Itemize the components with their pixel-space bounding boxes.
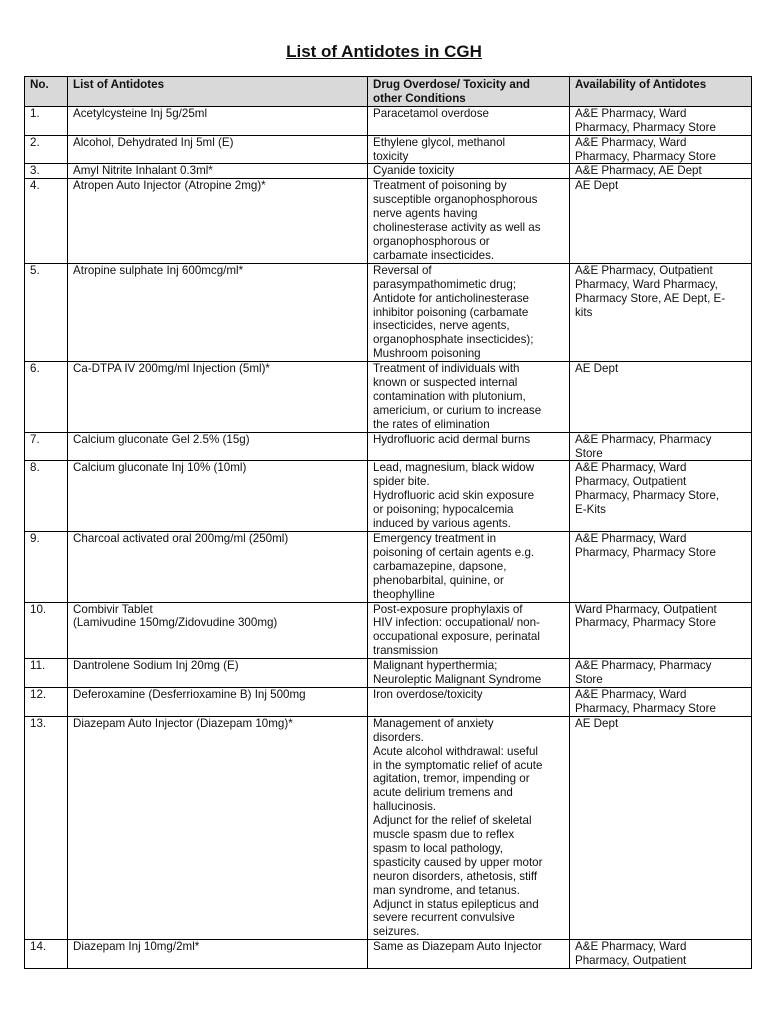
cell-availability: A&E Pharmacy, AE Dept: [570, 164, 752, 179]
cell-antidote: Alcohol, Dehydrated Inj 5ml (E): [68, 135, 368, 164]
cell-condition: Emergency treatment in poisoning of certain agents e.g. carbamazepine, dapsone, phenobarbital, quinine, or theophylline: [368, 532, 570, 603]
column-header-condition: Drug Overdose/ Toxicity and other Conditions: [368, 77, 570, 107]
table-row: [25, 362, 752, 433]
cell-no: 6.: [25, 362, 68, 433]
cell-condition: Paracetamol overdose: [368, 106, 570, 135]
cell-availability: A&E Pharmacy, Outpatient Pharmacy, Ward Pharmacy, Pharmacy Store, AE Dept, E- kits: [570, 263, 752, 361]
cell-availability: A&E Pharmacy, Ward Pharmacy, Pharmacy Store: [570, 532, 752, 603]
cell-no: 3.: [25, 164, 68, 179]
cell-antidote: Diazepam Auto Injector (Diazepam 10mg)*: [68, 716, 368, 940]
table-row: [25, 179, 752, 263]
cell-condition: Iron overdose/toxicity: [368, 687, 570, 716]
cell-no: 5.: [25, 263, 68, 361]
table-row: [25, 602, 752, 659]
cell-availability: A&E Pharmacy, Ward Pharmacy, Outpatient Pharmacy, Pharmacy Store, E-Kits: [570, 461, 752, 532]
cell-no: 2.: [25, 135, 68, 164]
cell-condition: Ethylene glycol, methanol toxicity: [368, 135, 570, 164]
table-row: [25, 164, 752, 179]
cell-no: 14.: [25, 940, 68, 969]
cell-no: 8.: [25, 461, 68, 532]
cell-no: 13.: [25, 716, 68, 940]
cell-no: 12.: [25, 687, 68, 716]
table-row: [25, 263, 752, 361]
cell-no: 11.: [25, 659, 68, 688]
cell-availability: A&E Pharmacy, Ward Pharmacy, Pharmacy Store: [570, 687, 752, 716]
cell-condition: Hydrofluoric acid dermal burns: [368, 432, 570, 461]
antidotes-table: [24, 76, 752, 969]
table-header-row: [25, 77, 752, 107]
cell-availability: A&E Pharmacy, Ward Pharmacy, Pharmacy Store: [570, 135, 752, 164]
cell-availability: A&E Pharmacy, Ward Pharmacy, Outpatient: [570, 940, 752, 969]
cell-condition: Malignant hyperthermia; Neuroleptic Malignant Syndrome: [368, 659, 570, 688]
cell-no: 10.: [25, 602, 68, 659]
cell-availability: A&E Pharmacy, Ward Pharmacy, Pharmacy Store: [570, 106, 752, 135]
cell-antidote: Dantrolene Sodium Inj 20mg (E): [68, 659, 368, 688]
cell-antidote: Atropen Auto Injector (Atropine 2mg)*: [68, 179, 368, 263]
cell-no: 1.: [25, 106, 68, 135]
table-row: [25, 135, 752, 164]
cell-antidote: Diazepam Inj 10mg/2ml*: [68, 940, 368, 969]
cell-antidote: Combivir Tablet (Lamivudine 150mg/Zidovudine 300mg): [68, 602, 368, 659]
cell-antidote: Ca-DTPA IV 200mg/ml Injection (5ml)*: [68, 362, 368, 433]
cell-no: 4.: [25, 179, 68, 263]
column-header-no: No.: [25, 77, 68, 107]
table-row: [25, 659, 752, 688]
cell-no: 9.: [25, 532, 68, 603]
cell-availability: AE Dept: [570, 362, 752, 433]
table-row: [25, 940, 752, 969]
cell-availability: A&E Pharmacy, Pharmacy Store: [570, 659, 752, 688]
table-row: [25, 461, 752, 532]
cell-condition: Treatment of poisoning by susceptible organophosphorous nerve agents having cholinesterase activity as well as organophosphorous or carbamate insecticides.: [368, 179, 570, 263]
cell-antidote: Calcium gluconate Inj 10% (10ml): [68, 461, 368, 532]
table-row: [25, 532, 752, 603]
cell-condition: Management of anxiety disorders. Acute alcohol withdrawal: useful in the symptomatic relief of acute agitation, tremor, impending or acute delirium tremens and hallucinosis. Adjunct for the relief of skeletal muscle spasm due to reflex spasm to local pathology, spasticity caused by upper motor neuron disorders, athetosis, stiff man syndrome, and tetanus. Adjunct in status epilepticus and severe recurrent convulsive seizures.: [368, 716, 570, 940]
cell-antidote: Charcoal activated oral 200mg/ml (250ml): [68, 532, 368, 603]
cell-condition: Same as Diazepam Auto Injector: [368, 940, 570, 969]
cell-condition: Post-exposure prophylaxis of HIV infection: occupational/ non- occupational exposure, perinatal transmission: [368, 602, 570, 659]
table-row: [25, 716, 752, 940]
cell-condition: Reversal of parasympathomimetic drug; Antidote for anticholinesterase inhibitor poisoning (carbamate insecticides, nerve agents, organophosphate insecticides); Mushroom poisoning: [368, 263, 570, 361]
cell-condition: Cyanide toxicity: [368, 164, 570, 179]
cell-antidote: Amyl Nitrite Inhalant 0.3ml*: [68, 164, 368, 179]
table-row: [25, 432, 752, 461]
cell-condition: Lead, magnesium, black widow spider bite. Hydrofluoric acid skin exposure or poisoning; hypocalcemia induced by various agents.: [368, 461, 570, 532]
document-title: List of Antidotes in CGH: [286, 42, 482, 61]
column-header-antidote: List of Antidotes: [68, 77, 368, 107]
cell-availability: Ward Pharmacy, Outpatient Pharmacy, Pharmacy Store: [570, 602, 752, 659]
table-row: [25, 106, 752, 135]
column-header-availability: Availability of Antidotes: [570, 77, 752, 107]
cell-antidote: Acetylcysteine Inj 5g/25ml: [68, 106, 368, 135]
cell-condition: Treatment of individuals with known or suspected internal contamination with plutonium, americium, or curium to increase the rates of elimination: [368, 362, 570, 433]
cell-availability: AE Dept: [570, 179, 752, 263]
cell-availability: AE Dept: [570, 716, 752, 940]
cell-antidote: Deferoxamine (Desferrioxamine B) Inj 500mg: [68, 687, 368, 716]
cell-antidote: Calcium gluconate Gel 2.5% (15g): [68, 432, 368, 461]
cell-no: 7.: [25, 432, 68, 461]
cell-availability: A&E Pharmacy, Pharmacy Store: [570, 432, 752, 461]
table-row: [25, 687, 752, 716]
cell-antidote: Atropine sulphate Inj 600mcg/ml*: [68, 263, 368, 361]
